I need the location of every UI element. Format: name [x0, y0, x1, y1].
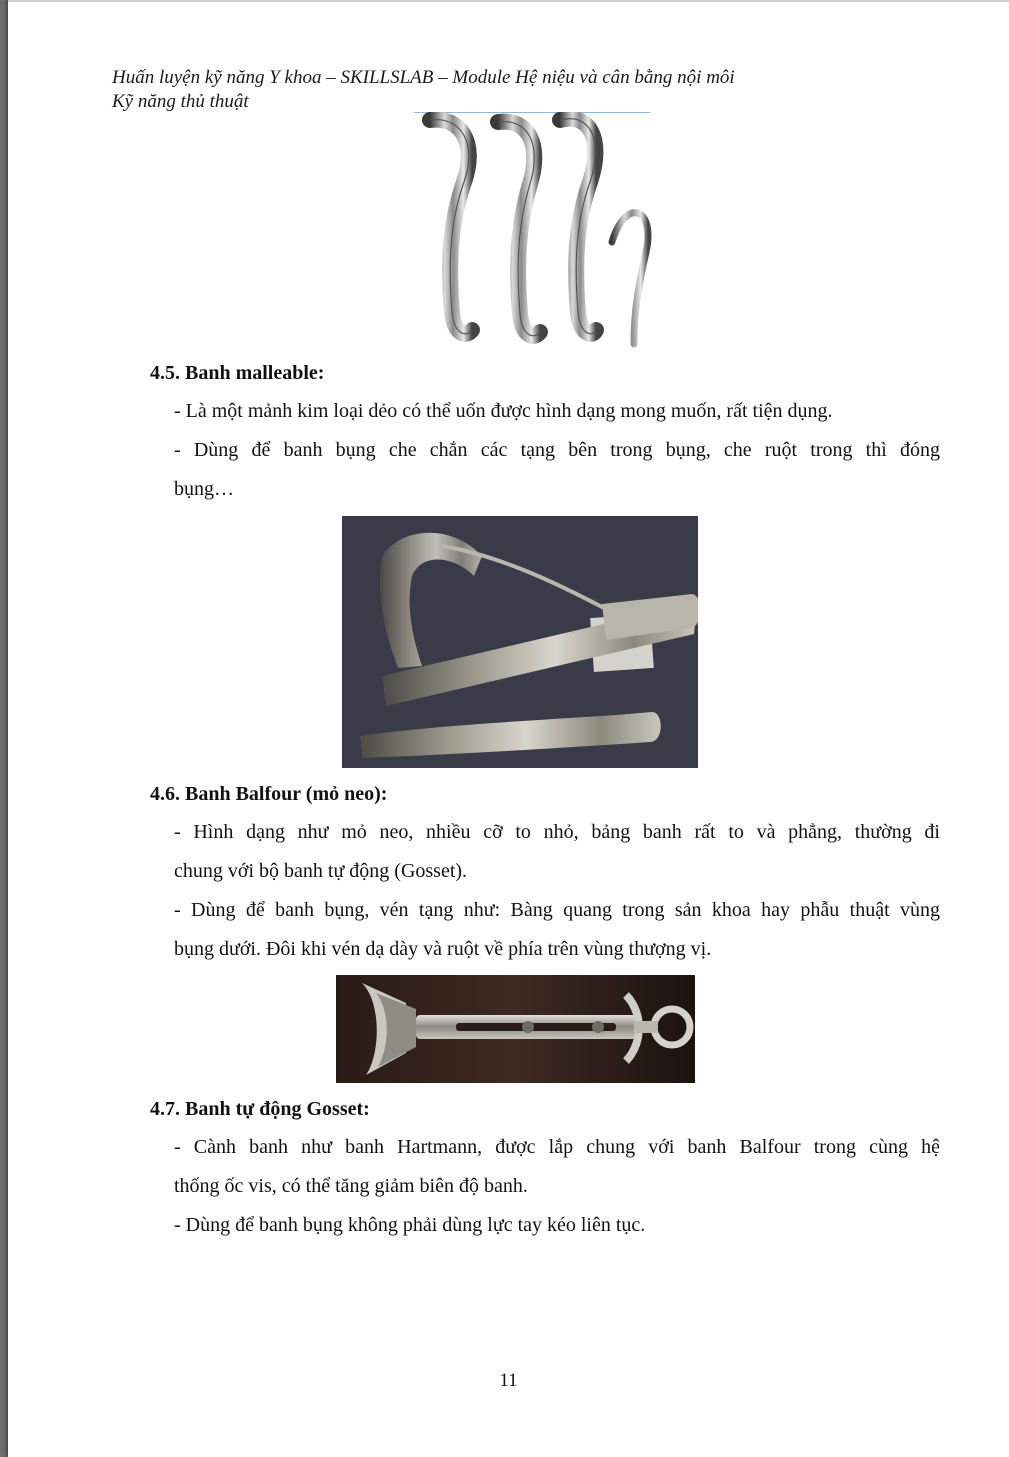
paragraph-4-6-line-1: - Hình dạng như mỏ neo, nhiều cỡ to nhỏ, bảng banh rất to và phẳng, thường đi [174, 821, 940, 843]
paragraph-4-7-line-3: - Dùng để banh bụng không phải dùng lực tay kéo liên tục. [174, 1214, 646, 1236]
heading-4-5: 4.5. Banh malleable: [150, 362, 325, 384]
paragraph-4-7-line-1: - Cành banh như banh Hartmann, được lắp chung với banh Balfour trong cùng hệ [174, 1136, 940, 1158]
header-line-1: Huấn luyện kỹ năng Y khoa – SKILLSLAB – Module Hệ niệu và cân bằng nội môi [112, 67, 735, 88]
malleable-retractors-image [342, 516, 698, 768]
paragraph-4-5-line-1: - Là một mảnh kim loại dẻo có thể uốn được hình dạng mong muốn, rất tiện dụng. [174, 400, 833, 422]
running-header [112, 66, 735, 114]
header-line-2: Kỹ năng thủ thuật [112, 91, 249, 112]
document-page [8, 0, 1009, 1457]
paragraph-4-6-line-2: chung với bộ banh tự động (Gosset). [174, 860, 468, 882]
balfour-retractor-image [336, 975, 695, 1083]
paragraph-4-5-line-2: - Dùng để banh bụng che chắn các tạng bên trong bụng, che ruột trong thì đóng [174, 439, 940, 461]
heading-4-7: 4.7. Banh tự động Gosset: [150, 1098, 370, 1120]
paragraph-4-5-line-3: bụng… [174, 478, 234, 500]
paragraph-4-6-line-4: bụng dưới. Đôi khi vén dạ dày và ruột về phía trên vùng thượng vị. [174, 938, 712, 960]
heading-4-6: 4.6. Banh Balfour (mỏ neo): [150, 783, 388, 805]
deaver-retractors-image [420, 112, 660, 350]
page-number: 11 [499, 1370, 518, 1391]
page-top-border [8, 0, 1009, 2]
paragraph-4-7-line-2: thống ốc vis, có thể tăng giảm biên độ banh. [174, 1175, 528, 1197]
paragraph-4-6-line-3: - Dùng để banh bụng, vén tạng như: Bàng quang trong sản khoa hay phẫu thuật vùng [174, 899, 940, 921]
